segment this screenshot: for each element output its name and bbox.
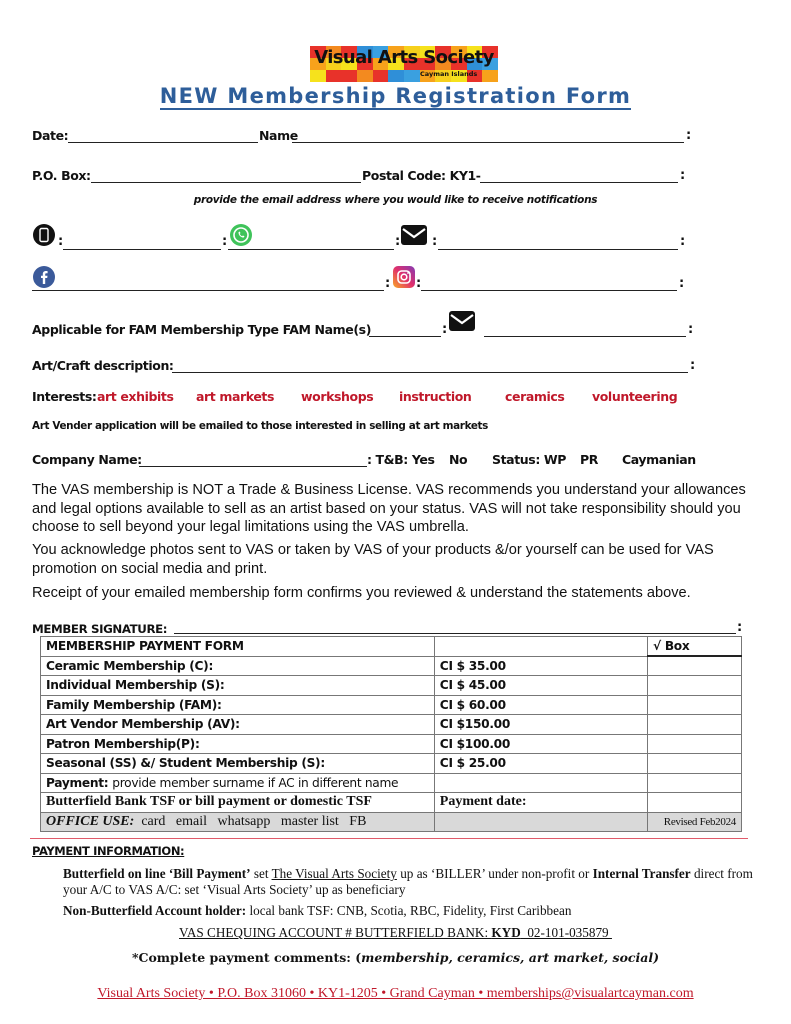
empty-cell <box>434 773 647 793</box>
email-icon <box>449 311 475 331</box>
logo-name: Visual Arts Society <box>314 47 494 68</box>
checkbox-individual[interactable] <box>648 676 742 696</box>
footer-contact <box>0 986 791 1002</box>
colon: : <box>395 234 401 249</box>
interest-art-markets[interactable]: art markets <box>196 389 275 404</box>
fam-name-field[interactable] <box>369 336 441 337</box>
internal-transfer-text: Internal Transfer <box>592 866 691 881</box>
instagram-icon <box>393 266 415 288</box>
footer-contact-link[interactable]: Visual Arts Society • P.O. Box 31060 • KY1-1205 • Grand Cayman • memberships@visualartcayman.com <box>97 986 694 1001</box>
office-use-row <box>41 812 742 832</box>
checkbox-patron[interactable] <box>648 734 742 754</box>
payment-info-heading: PAYMENT INFORMATION: <box>32 844 185 858</box>
colon: : <box>432 234 438 249</box>
comments-items: membership, ceramics, art market, social) <box>361 950 660 965</box>
table-row <box>41 734 742 754</box>
text: up as ‘BILLER’ under non-profit or <box>396 866 593 881</box>
company-name-field[interactable] <box>139 466 367 467</box>
postal-code-label: Postal Code: KY1- <box>362 168 481 183</box>
colon: : <box>690 358 696 373</box>
name-field[interactable] <box>292 142 684 143</box>
facebook-icon <box>33 266 55 288</box>
payment-date-label: Payment date: <box>434 793 647 813</box>
facebook-field[interactable] <box>32 290 384 291</box>
checkbox-ceramic[interactable] <box>648 656 742 676</box>
date-field[interactable] <box>68 142 258 143</box>
account-number: 02-101-035879 <box>520 925 612 940</box>
date-label: Date: <box>32 128 69 143</box>
postal-code-field[interactable] <box>480 182 678 183</box>
email-field[interactable] <box>438 249 678 250</box>
phone-icon <box>33 224 55 246</box>
account-line <box>179 925 612 940</box>
colon: : <box>416 276 422 291</box>
email-note: provide the email address where you would like to receive notifications <box>193 194 598 206</box>
membership-price: CI $ 45.00 <box>434 676 647 696</box>
membership-type: Family Membership (FAM): <box>41 695 435 715</box>
account-number-line <box>0 925 791 941</box>
checkbox-art-vendor[interactable] <box>648 715 742 735</box>
table-row <box>41 793 742 813</box>
table-row <box>41 754 742 774</box>
statement-receipt: Receipt of your emailed membership form confirms you reviewed & understand the statements above. <box>32 585 691 601</box>
table-row <box>41 676 742 696</box>
divider <box>30 838 748 839</box>
whatsapp-icon <box>229 223 251 245</box>
payment-label: Payment: <box>46 775 109 790</box>
fam-email-field[interactable] <box>484 336 686 337</box>
payment-date-field[interactable] <box>648 793 742 813</box>
logo-tile <box>310 70 326 82</box>
page-title-text: NEW Membership Registration Form <box>159 84 632 108</box>
tb-yes-option[interactable]: : T&B: Yes <box>367 452 435 467</box>
status-wp-option[interactable]: Status: WP <box>492 452 567 467</box>
text: direct from your A/C to VAS A/C: set ‘Visual Arts Society’ up as beneficiary <box>63 866 753 897</box>
check-box-header: √ Box <box>648 637 742 657</box>
art-craft-label: Art/Craft description: <box>32 358 174 373</box>
membership-type: Ceramic Membership (C): <box>41 656 435 676</box>
page-title <box>0 84 791 108</box>
instagram-field[interactable] <box>421 290 677 291</box>
colon: : <box>385 276 391 291</box>
colon: : <box>58 234 64 249</box>
colon: : <box>442 322 448 337</box>
membership-price: CI $ 60.00 <box>434 695 647 715</box>
checkbox-seasonal-student[interactable] <box>648 754 742 774</box>
table-row <box>41 773 742 793</box>
name-label: Name <box>259 128 298 143</box>
fam-label: Applicable for FAM Membership Type FAM Name(s) <box>32 322 372 337</box>
empty-cell <box>434 812 647 832</box>
colon: : <box>680 234 686 249</box>
empty-cell <box>434 637 647 657</box>
bill-payment-text: Butterfield on line ‘Bill Payment’ <box>63 866 251 881</box>
table-header-row <box>41 637 742 657</box>
vendor-note: Art Vender application will be emailed to those interested in selling at art markets <box>32 420 489 432</box>
account-prefix: VAS CHEQUING ACCOUNT # BUTTERFIELD BANK: <box>179 925 492 940</box>
table-row <box>41 715 742 735</box>
membership-type: Art Vendor Membership (AV): <box>41 715 435 735</box>
payment-note-cell <box>41 773 435 793</box>
non-butterfield-label: Non-Butterfield Account holder: <box>63 903 247 918</box>
interest-ceramics[interactable]: ceramics <box>505 389 565 404</box>
company-name-label: Company Name: <box>32 452 142 467</box>
payment-form-title: MEMBERSHIP PAYMENT FORM <box>41 637 435 657</box>
status-caymanian-option[interactable]: Caymanian <box>622 452 696 467</box>
interest-workshops[interactable]: workshops <box>301 389 374 404</box>
table-row <box>41 695 742 715</box>
checkbox-family[interactable] <box>648 695 742 715</box>
interests-label: Interests: <box>32 389 97 404</box>
office-use-options: card email whatsapp master list FB <box>141 813 367 829</box>
email-icon <box>401 225 427 245</box>
interest-art-exhibits[interactable]: art exhibits <box>97 389 174 404</box>
interest-instruction[interactable]: instruction <box>399 389 472 404</box>
colon: : <box>680 168 686 183</box>
membership-type: Individual Membership (S): <box>41 676 435 696</box>
non-butterfield-instructions <box>63 903 753 919</box>
art-craft-field[interactable] <box>172 372 688 373</box>
biller-name: The Visual Arts Society <box>271 866 397 881</box>
colon: : <box>737 620 743 635</box>
payment-comments <box>0 950 791 966</box>
interest-volunteering[interactable]: volunteering <box>592 389 678 404</box>
colon: : <box>686 128 692 143</box>
signature-label: MEMBER SIGNATURE: <box>32 622 168 636</box>
logo-tile <box>373 70 389 82</box>
phone-field[interactable] <box>63 249 221 250</box>
account-currency: KYD <box>491 925 521 940</box>
membership-type: Seasonal (SS) &/ Student Membership (S): <box>41 754 435 774</box>
membership-type: Patron Membership(P): <box>41 734 435 754</box>
text: local bank TSF: CNB, Scotia, RBC, Fidelity, First Caribbean <box>246 903 572 918</box>
empty-cell <box>648 773 742 793</box>
membership-payment-table <box>40 636 742 832</box>
membership-price: CI $ 35.00 <box>434 656 647 676</box>
membership-price: CI $ 25.00 <box>434 754 647 774</box>
bank-payment-methods: Butterfield Bank TSF or bill payment or domestic TSF <box>41 793 435 813</box>
membership-price: CI $150.00 <box>434 715 647 735</box>
signature-field[interactable] <box>174 633 736 634</box>
table-row <box>41 656 742 676</box>
colon: : <box>222 234 228 249</box>
office-use-label: OFFICE USE: <box>46 813 135 829</box>
po-box-field[interactable] <box>91 182 361 183</box>
membership-price: CI $100.00 <box>434 734 647 754</box>
po-box-label: P.O. Box: <box>32 168 91 183</box>
logo-tile <box>482 70 498 82</box>
logo-tile <box>357 70 373 82</box>
office-use-cell <box>41 812 435 832</box>
tb-no-option[interactable]: No <box>449 452 468 467</box>
colon: : <box>688 322 694 337</box>
statement-photos: You acknowledge photos sent to VAS or taken by VAS of your products &/or yourself can be used for VAS promotion on social media and print. <box>32 542 714 577</box>
whatsapp-field[interactable] <box>228 249 394 250</box>
text: set <box>250 866 272 881</box>
status-pr-option[interactable]: PR <box>580 452 598 467</box>
statement-license: The VAS membership is NOT a Trade & Business License. VAS recommends you understand your allowances and legal options available to sell as an artist based on your status. VAS will not take responsibility should you choose to sell beyond your legal limitations using the VAS umbrella. <box>32 482 746 535</box>
colon: : <box>679 276 685 291</box>
logo-tile <box>404 70 420 82</box>
butterfield-instructions <box>63 866 753 898</box>
logo-tile <box>326 70 342 82</box>
payment-note: provide member surname if AC in different name <box>112 775 399 790</box>
logo-tile <box>388 70 404 82</box>
logo-tile <box>341 70 357 82</box>
logo-subtitle: Cayman Islands <box>420 70 478 78</box>
comments-prefix: *Complete payment comments: ( <box>131 950 362 965</box>
revised-date: Revised Feb2024 <box>648 812 742 832</box>
